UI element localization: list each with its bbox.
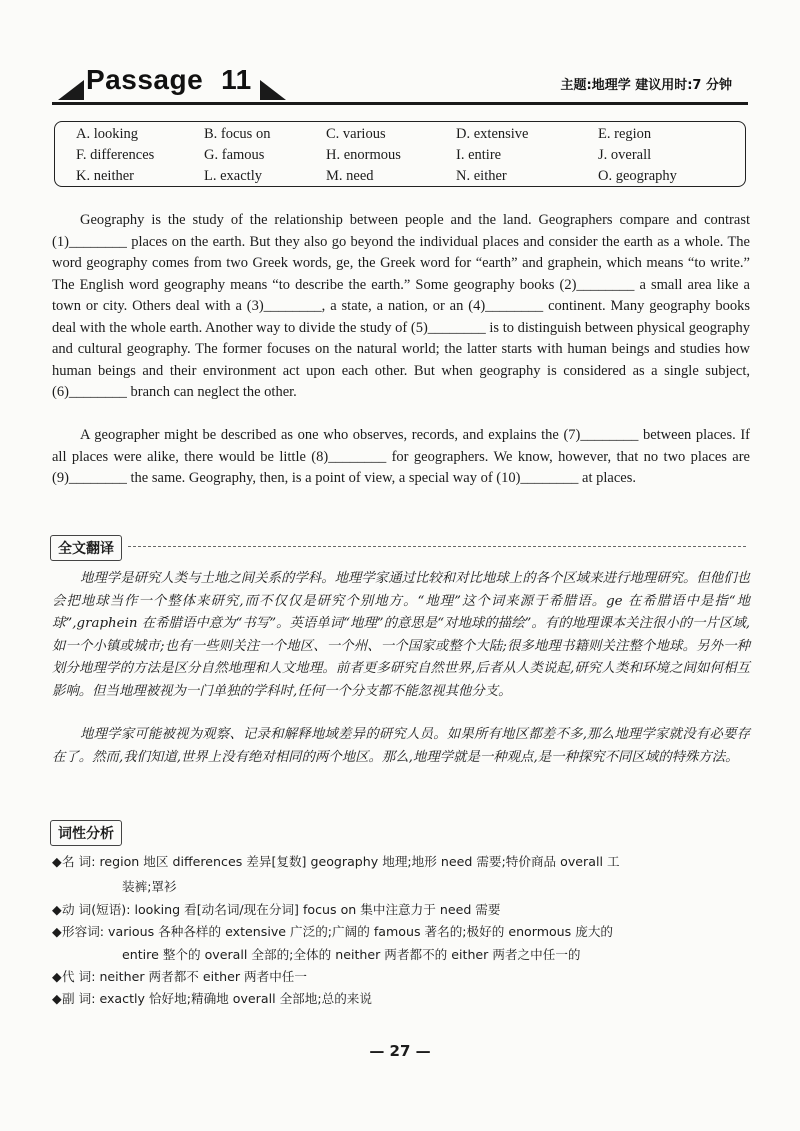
word-bank-option: B. focus on xyxy=(204,126,271,142)
word-bank-option: M. need xyxy=(326,168,374,184)
word-bank-option: J. overall xyxy=(598,147,652,163)
word-bank-option: I. entire xyxy=(456,147,502,163)
passage-paragraph-1: Geography is the study of the relationship between people and the land. Geographers compare and contrast (1)________ places on the earth. But they also go beyond the individual places and consider the earth as a whole. The word geography comes from two Greek words, ge, the Greek word for “earth” and graphein, which means “to write.” The English word geography means “to describe the earth.” Some geography books (2)________ a small area like a town or city. Others deal with a (3)________, a state, a nation, or an (4)________ continent. Many geography books deal with the whole earth. Another way to divide the study of (5)________ is to distinguish between physical geography and cultural geography. The former focuses on the natural world; the latter starts with human beings and studies how human beings and their environment act upon each other. But when geography is considered as a single subject, (6)________ branch can neglect the other. xyxy=(52,212,750,400)
word-bank-option: F. differences xyxy=(76,147,155,163)
analysis-row: ◆代 词: neither 两者都不 either 两者中任一 xyxy=(52,969,307,984)
header-rule xyxy=(52,102,748,105)
analysis-label: 词性分析 xyxy=(50,820,122,846)
word-bank-option: N. either xyxy=(456,168,507,184)
header-right-triangle-icon xyxy=(260,80,286,100)
word-bank-option: O. geography xyxy=(598,168,677,184)
analysis-row: ◆副 词: exactly 恰好地;精确地 overall 全部地;总的来说 xyxy=(52,991,372,1006)
word-bank-option: D. extensive xyxy=(456,126,529,142)
passage-word: Passage xyxy=(86,64,204,95)
analysis-row-cont: entire 整个的 overall 全部的;全体的 neither 两者都不的 either 两者之中任一的 xyxy=(122,947,581,962)
analysis-row: ◆形容词: various 各种各样的 extensive 广泛的;广阔的 famous 著名的;极好的 enormous 庞大的 xyxy=(52,924,614,939)
analysis-row: ◆名 词: region 地区 differences 差异[复数] geography 地理;地形 need 需要;特价商品 overall 工 xyxy=(52,854,620,869)
word-bank-option: A. looking xyxy=(76,126,139,142)
word-bank-option: G. famous xyxy=(204,147,265,163)
analysis-row-cont: 装裤;罩衫 xyxy=(122,879,177,894)
passage-paragraph-2: A geographer might be described as one who observes, records, and explains the (7)________ between places. If all places were alike, there would be little (8)________ for geographers. We know, however, that no two places are (9)________ the same. Geography, then, is a point of view, a special way of (10)________ at places. xyxy=(52,427,750,486)
header-left-triangle-icon xyxy=(58,80,84,100)
word-bank-option: E. region xyxy=(598,126,652,142)
translation-label: 全文翻译 xyxy=(50,535,122,561)
translation-paragraph-2: 地理学家可能被视为观察、记录和解释地域差异的研究人员。如果所有地区都差不多,那么地理学家就没有必要存在了。然而,我们知道,世界上没有绝对相同的两个地区。那么,地理学就是一种观点,是一种探究不同区域的特殊方法。 xyxy=(52,727,750,765)
translation-paragraph-1: 地理学是研究人类与土地之间关系的学科。地理学家通过比较和对比地球上的各个区域来进行地理研究。但他们也会把地球当作一个整体来研究,而不仅仅是研究个别地方。“地理”这个词来源于希腊语。ge 在希腊语中是指“地球”,graphein 在希腊语中意为“书写”。英语单词“地理”的意思是“对地球的描绘”。有的地理课本关注很小的一片区域,如一个小镇或城市;也有一些则关注一个地区、一个州、一个国家或整个大陆;很多地理书籍则关注整个地球。另外一种划分地理学的方法是区分自然地理和人文地理。前者更多研究自然世界,后者从人类说起,研究人类和环境之间如何相互影响。但当地理被视为一门单独的学科时,任何一个分支都不能忽视其他分支。 xyxy=(52,571,750,699)
passage-number: 11 xyxy=(221,64,252,95)
header-meta: 主题:地理学 建议用时:7 分钟 xyxy=(560,78,732,93)
word-bank-option: C. various xyxy=(326,126,386,142)
page-number: — 27 — xyxy=(369,1042,431,1060)
word-bank-option: L. exactly xyxy=(204,168,262,184)
analysis-row: ◆动 词(短语): looking 看[动名词/现在分词] focus on 集中注意力于 need 需要 xyxy=(52,902,501,917)
word-bank-option: K. neither xyxy=(76,168,134,184)
word-bank-option: H. enormous xyxy=(326,147,401,163)
translation-divider xyxy=(128,546,746,547)
passage-title xyxy=(86,64,252,96)
